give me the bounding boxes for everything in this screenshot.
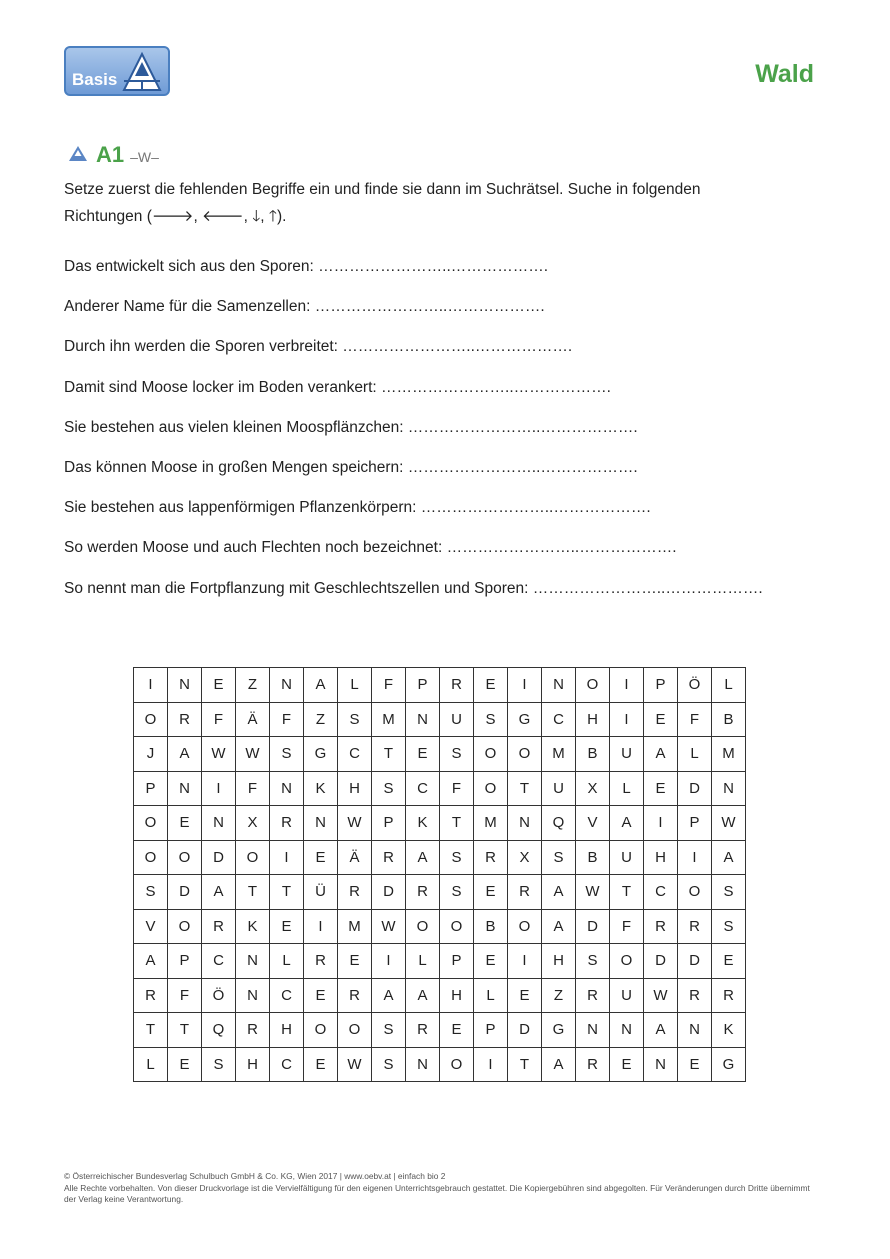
grid-cell: S [270,737,304,772]
grid-cell: R [338,978,372,1013]
grid-cell: D [678,771,712,806]
grid-cell: A [406,978,440,1013]
grid-cell: C [270,1047,304,1082]
question-line: So nennt man die Fortpflanzung mit Geschlechtszellen und Sporen: ……………………..………………. [64,579,763,597]
grid-cell: W [372,909,406,944]
page-title: Wald [755,60,814,88]
grid-cell: R [508,875,542,910]
grid-cell: X [236,806,270,841]
question-line: Damit sind Moose locker im Boden verankert: ……………………..………………. [64,378,611,396]
grid-cell: A [134,944,168,979]
grid-cell: P [372,806,406,841]
grid-cell: A [168,737,202,772]
grid-cell: E [338,944,372,979]
grid-cell: M [474,806,508,841]
grid-cell: F [610,909,644,944]
grid-cell: R [576,978,610,1013]
logo-label: Basis [72,70,118,89]
question-line: So werden Moose und auch Flechten noch bezeichnet: ……………………..………………. [64,539,677,557]
grid-row [134,978,746,1013]
grid-cell: F [270,702,304,737]
grid-cell: R [236,1013,270,1048]
grid-cell: L [406,944,440,979]
grid-cell: O [508,737,542,772]
grid-cell: O [474,737,508,772]
grid-cell: O [338,1013,372,1048]
grid-row [134,840,746,875]
grid-cell: E [304,1047,338,1082]
instruction-line: Richtungen (🡒, 🡐, 🡓, 🡑). [64,208,287,225]
grid-cell: Z [542,978,576,1013]
grid-row [134,771,746,806]
grid-cell: L [338,668,372,703]
grid-cell: M [712,737,746,772]
word-search-grid [133,667,746,1082]
grid-cell: A [372,978,406,1013]
grid-cell: X [508,840,542,875]
grid-cell: L [712,668,746,703]
grid-cell: I [474,1047,508,1082]
grid-cell: H [440,978,474,1013]
grid-cell: A [712,840,746,875]
grid-cell: R [406,875,440,910]
grid-cell: T [372,737,406,772]
grid-cell: U [440,702,474,737]
grid-cell: P [168,944,202,979]
grid-cell: R [134,978,168,1013]
grid-cell: S [372,771,406,806]
grid-cell: S [712,875,746,910]
grid-cell: I [134,668,168,703]
grid-cell: E [168,806,202,841]
grid-cell: R [338,875,372,910]
grid-cell: F [168,978,202,1013]
footer [64,1171,824,1206]
grid-cell: L [678,737,712,772]
grid-cell: N [406,702,440,737]
grid-cell: W [236,737,270,772]
grid-cell: N [236,944,270,979]
grid-cell: S [576,944,610,979]
grid-cell: W [338,1047,372,1082]
grid-cell: R [440,668,474,703]
grid-row [134,806,746,841]
grid-cell: E [270,909,304,944]
grid-cell: G [508,702,542,737]
grid-cell: S [372,1013,406,1048]
grid-cell: E [168,1047,202,1082]
grid-cell: P [134,771,168,806]
grid-cell: O [168,840,202,875]
grid-cell: P [678,806,712,841]
grid-cell: E [508,978,542,1013]
grid-cell: Ü [304,875,338,910]
pyramid-icon [122,51,162,93]
grid-cell: R [202,909,236,944]
grid-cell: N [678,1013,712,1048]
grid-cell: R [474,840,508,875]
grid-cell: R [678,909,712,944]
grid-cell: C [338,737,372,772]
grid-cell: P [644,668,678,703]
grid-cell: E [440,1013,474,1048]
grid-cell: B [474,909,508,944]
grid-cell: O [610,944,644,979]
grid-cell: J [134,737,168,772]
grid-row [134,668,746,703]
grid-cell: E [202,668,236,703]
rights-notice: Alle Rechte vorbehalten. Von dieser Druckvorlage ist die Vervielfältigung für den eigenen Unterrichtsgebrauch gestattet. Die Kopiergebühren sind abgegolten. Für Veränderungen durch Dritte übernimmt der Verlag keine Verantwortung. [64,1182,810,1204]
grid-cell: X [576,771,610,806]
grid-cell: K [406,806,440,841]
grid-cell: Z [304,702,338,737]
grid-row [134,1013,746,1048]
grid-cell: N [542,668,576,703]
grid-cell: U [610,737,644,772]
grid-cell: I [610,702,644,737]
grid-cell: N [202,806,236,841]
grid-cell: R [644,909,678,944]
grid-cell: G [712,1047,746,1082]
grid-cell: N [406,1047,440,1082]
grid-cell: A [406,840,440,875]
grid-cell: F [678,702,712,737]
grid-cell: O [168,909,202,944]
grid-cell: D [508,1013,542,1048]
grid-cell: C [202,944,236,979]
grid-cell: L [134,1047,168,1082]
grid-cell: I [508,944,542,979]
grid-cell: E [474,875,508,910]
grid-cell: E [304,978,338,1013]
basis-logo [64,46,170,96]
grid-cell: K [304,771,338,806]
grid-row [134,909,746,944]
grid-cell: C [406,771,440,806]
grid-cell: R [270,806,304,841]
grid-cell: P [474,1013,508,1048]
task-number: A1 [96,142,125,167]
instruction [64,176,784,230]
grid-cell: I [644,806,678,841]
grid-cell: H [236,1047,270,1082]
grid-cell: P [406,668,440,703]
grid-cell: S [440,875,474,910]
grid-cell: A [304,668,338,703]
grid-cell: L [610,771,644,806]
grid-cell: E [712,944,746,979]
grid-cell: I [372,944,406,979]
question-line: Sie bestehen aus lappenförmigen Pflanzenkörpern: ……………………..………………. [64,499,651,517]
grid-cell: O [474,771,508,806]
grid-cell: V [576,806,610,841]
grid-cell: E [610,1047,644,1082]
grid-cell: E [474,944,508,979]
grid-cell: R [406,1013,440,1048]
grid-cell: T [508,771,542,806]
grid-cell: M [542,737,576,772]
grid-cell: F [202,702,236,737]
instruction-line: Setze zuerst die fehlenden Begriffe ein und finde sie dann im Suchrätsel. Suche in folgenden [64,181,701,198]
level-pyramid-icon [68,145,88,162]
grid-cell: O [236,840,270,875]
grid-cell: O [440,909,474,944]
grid-cell: U [610,978,644,1013]
question-line: Durch ihn werden die Sporen verbreitet: ……………………..………………. [64,338,573,356]
grid-cell: O [134,840,168,875]
grid-cell: N [168,668,202,703]
grid-cell: Ö [202,978,236,1013]
grid-cell: R [576,1047,610,1082]
grid-cell: E [678,1047,712,1082]
grid-cell: M [372,702,406,737]
grid-cell: N [304,806,338,841]
grid-cell: Ö [678,668,712,703]
grid-cell: I [610,668,644,703]
grid-cell: S [440,840,474,875]
grid-cell: L [474,978,508,1013]
grid-cell: H [542,944,576,979]
grid-cell: A [610,806,644,841]
grid-cell: M [338,909,372,944]
grid-cell: Ä [236,702,270,737]
grid-cell: H [270,1013,304,1048]
grid-cell: E [644,771,678,806]
grid-cell: E [644,702,678,737]
grid-cell: N [236,978,270,1013]
grid-cell: N [508,806,542,841]
grid-cell: U [542,771,576,806]
grid-cell: R [304,944,338,979]
grid-cell: O [134,702,168,737]
grid-cell: P [440,944,474,979]
grid-cell: D [202,840,236,875]
grid-cell: W [576,875,610,910]
grid-cell: Z [236,668,270,703]
grid-cell: O [304,1013,338,1048]
grid-cell: D [576,909,610,944]
grid-cell: T [270,875,304,910]
grid-cell: N [610,1013,644,1048]
grid-cell: V [134,909,168,944]
question-line: Das entwickelt sich aus den Sporen: ……………………..………………. [64,258,549,275]
grid-cell: G [542,1013,576,1048]
grid-cell: R [168,702,202,737]
grid-cell: A [644,1013,678,1048]
grid-cell: R [372,840,406,875]
grid-cell: F [372,668,406,703]
grid-cell: S [542,840,576,875]
grid-cell: T [508,1047,542,1082]
grid-cell: W [338,806,372,841]
grid-cell: D [168,875,202,910]
grid-cell: N [168,771,202,806]
grid-cell: F [440,771,474,806]
grid-cell: H [338,771,372,806]
grid-cell: A [542,1047,576,1082]
grid-cell: O [406,909,440,944]
grid-cell: N [270,771,304,806]
grid-cell: S [712,909,746,944]
grid-cell: O [576,668,610,703]
grid-cell: A [542,909,576,944]
grid-cell: S [372,1047,406,1082]
grid-cell: O [134,806,168,841]
grid-cell: W [644,978,678,1013]
grid-cell: S [202,1047,236,1082]
grid-cell: T [610,875,644,910]
grid-row [134,875,746,910]
grid-cell: I [202,771,236,806]
grid-cell: S [440,737,474,772]
grid-cell: A [644,737,678,772]
grid-cell: I [678,840,712,875]
task-code: –W– [130,149,159,165]
grid-cell: C [542,702,576,737]
question-line: Anderer Name für die Samenzellen: ……………………..………………. [64,298,545,316]
grid-cell: W [712,806,746,841]
grid-cell: E [474,668,508,703]
grid-cell: R [712,978,746,1013]
grid-cell: C [270,978,304,1013]
grid-cell: E [406,737,440,772]
grid-cell: L [270,944,304,979]
grid-cell: H [576,702,610,737]
grid-cell: B [576,840,610,875]
grid-row [134,702,746,737]
copyright: © Österreichischer Bundesverlag Schulbuch GmbH & Co. KG, Wien 2017 | www.oebv.at | einfach bio 2 [64,1171,446,1181]
grid-cell: T [168,1013,202,1048]
grid-cell: K [236,909,270,944]
grid-cell: G [304,737,338,772]
grid-cell: U [610,840,644,875]
grid-cell: R [678,978,712,1013]
grid-cell: O [678,875,712,910]
grid-cell: S [338,702,372,737]
grid-cell: T [440,806,474,841]
grid-row [134,1047,746,1082]
task-heading [68,142,159,168]
grid-cell: D [372,875,406,910]
grid-cell: T [236,875,270,910]
grid-cell: Ä [338,840,372,875]
grid-cell: B [712,702,746,737]
grid-cell: H [644,840,678,875]
grid-cell: D [678,944,712,979]
grid-row [134,737,746,772]
grid-cell: B [576,737,610,772]
grid-cell: N [712,771,746,806]
grid-cell: I [304,909,338,944]
grid-cell: O [508,909,542,944]
grid-cell: T [134,1013,168,1048]
grid-cell: W [202,737,236,772]
grid-cell: C [644,875,678,910]
grid-cell: N [644,1047,678,1082]
grid-cell: A [542,875,576,910]
grid-cell: D [644,944,678,979]
grid-cell: E [304,840,338,875]
grid-cell: K [712,1013,746,1048]
grid-cell: N [576,1013,610,1048]
grid-cell: Q [202,1013,236,1048]
grid-cell: O [440,1047,474,1082]
question-line: Sie bestehen aus vielen kleinen Moospflänzchen: ……………………..………………. [64,418,638,436]
grid-cell: I [508,668,542,703]
grid-cell: N [270,668,304,703]
grid-cell: I [270,840,304,875]
grid-cell: Q [542,806,576,841]
grid-cell: A [202,875,236,910]
grid-cell: F [236,771,270,806]
grid-cell: S [134,875,168,910]
question-line: Das können Moose in großen Mengen speichern: ……………………..………………. [64,459,638,476]
grid-cell: S [474,702,508,737]
grid-row [134,944,746,979]
